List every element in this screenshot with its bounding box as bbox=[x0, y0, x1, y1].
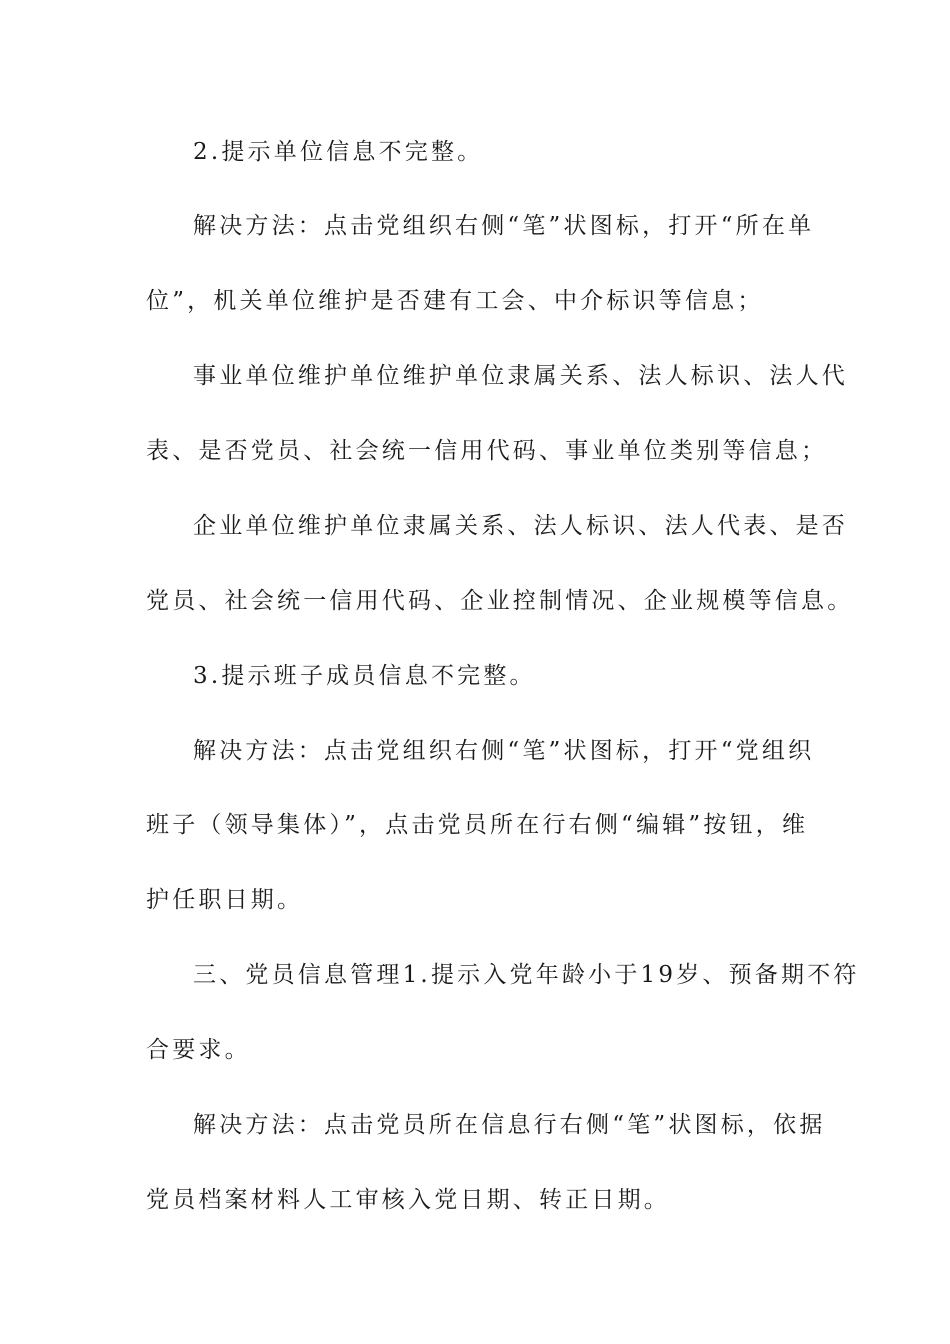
paragraph-line-15: 党员档案材料人工审核入党日期、转正日期。 bbox=[146, 1187, 670, 1213]
paragraph-line-3: 位”，机关单位维护是否建有工会、中介标识等信息； bbox=[146, 288, 764, 314]
paragraph-line-8: 3.提示班子成员信息不完整。 bbox=[193, 663, 536, 689]
paragraph-line-14: 解决方法：点击党员所在信息行右侧“笔”状图标，依据 bbox=[193, 1112, 826, 1138]
paragraph-line-12: 三、党员信息管理1.提示入党年龄小于19岁、预备期不符 bbox=[193, 962, 860, 988]
paragraph-line-11: 护任职日期。 bbox=[146, 887, 304, 913]
paragraph-line-7: 党员、社会统一信用代码、企业控制情况、企业规模等信息。 bbox=[146, 588, 854, 614]
paragraph-line-13: 合要求。 bbox=[146, 1037, 251, 1063]
paragraph-line-2: 解决方法：点击党组织右侧“笔”状图标，打开“所在单 bbox=[193, 213, 815, 239]
paragraph-line-6: 企业单位维护单位隶属关系、法人标识、法人代表、是否 bbox=[193, 513, 848, 539]
paragraph-line-1: 2.提示单位信息不完整。 bbox=[193, 139, 484, 165]
paragraph-line-10: 班子（领导集体）”，点击党员所在行右侧“编辑”按钮，维 bbox=[146, 812, 809, 838]
paragraph-line-5: 表、是否党员、社会统一信用代码、事业单位类别等信息； bbox=[146, 438, 828, 464]
paragraph-line-4: 事业单位维护单位维护单位隶属关系、法人标识、法人代 bbox=[193, 363, 848, 389]
paragraph-line-9: 解决方法：点击党组织右侧“笔”状图标，打开“党组织 bbox=[193, 738, 815, 764]
